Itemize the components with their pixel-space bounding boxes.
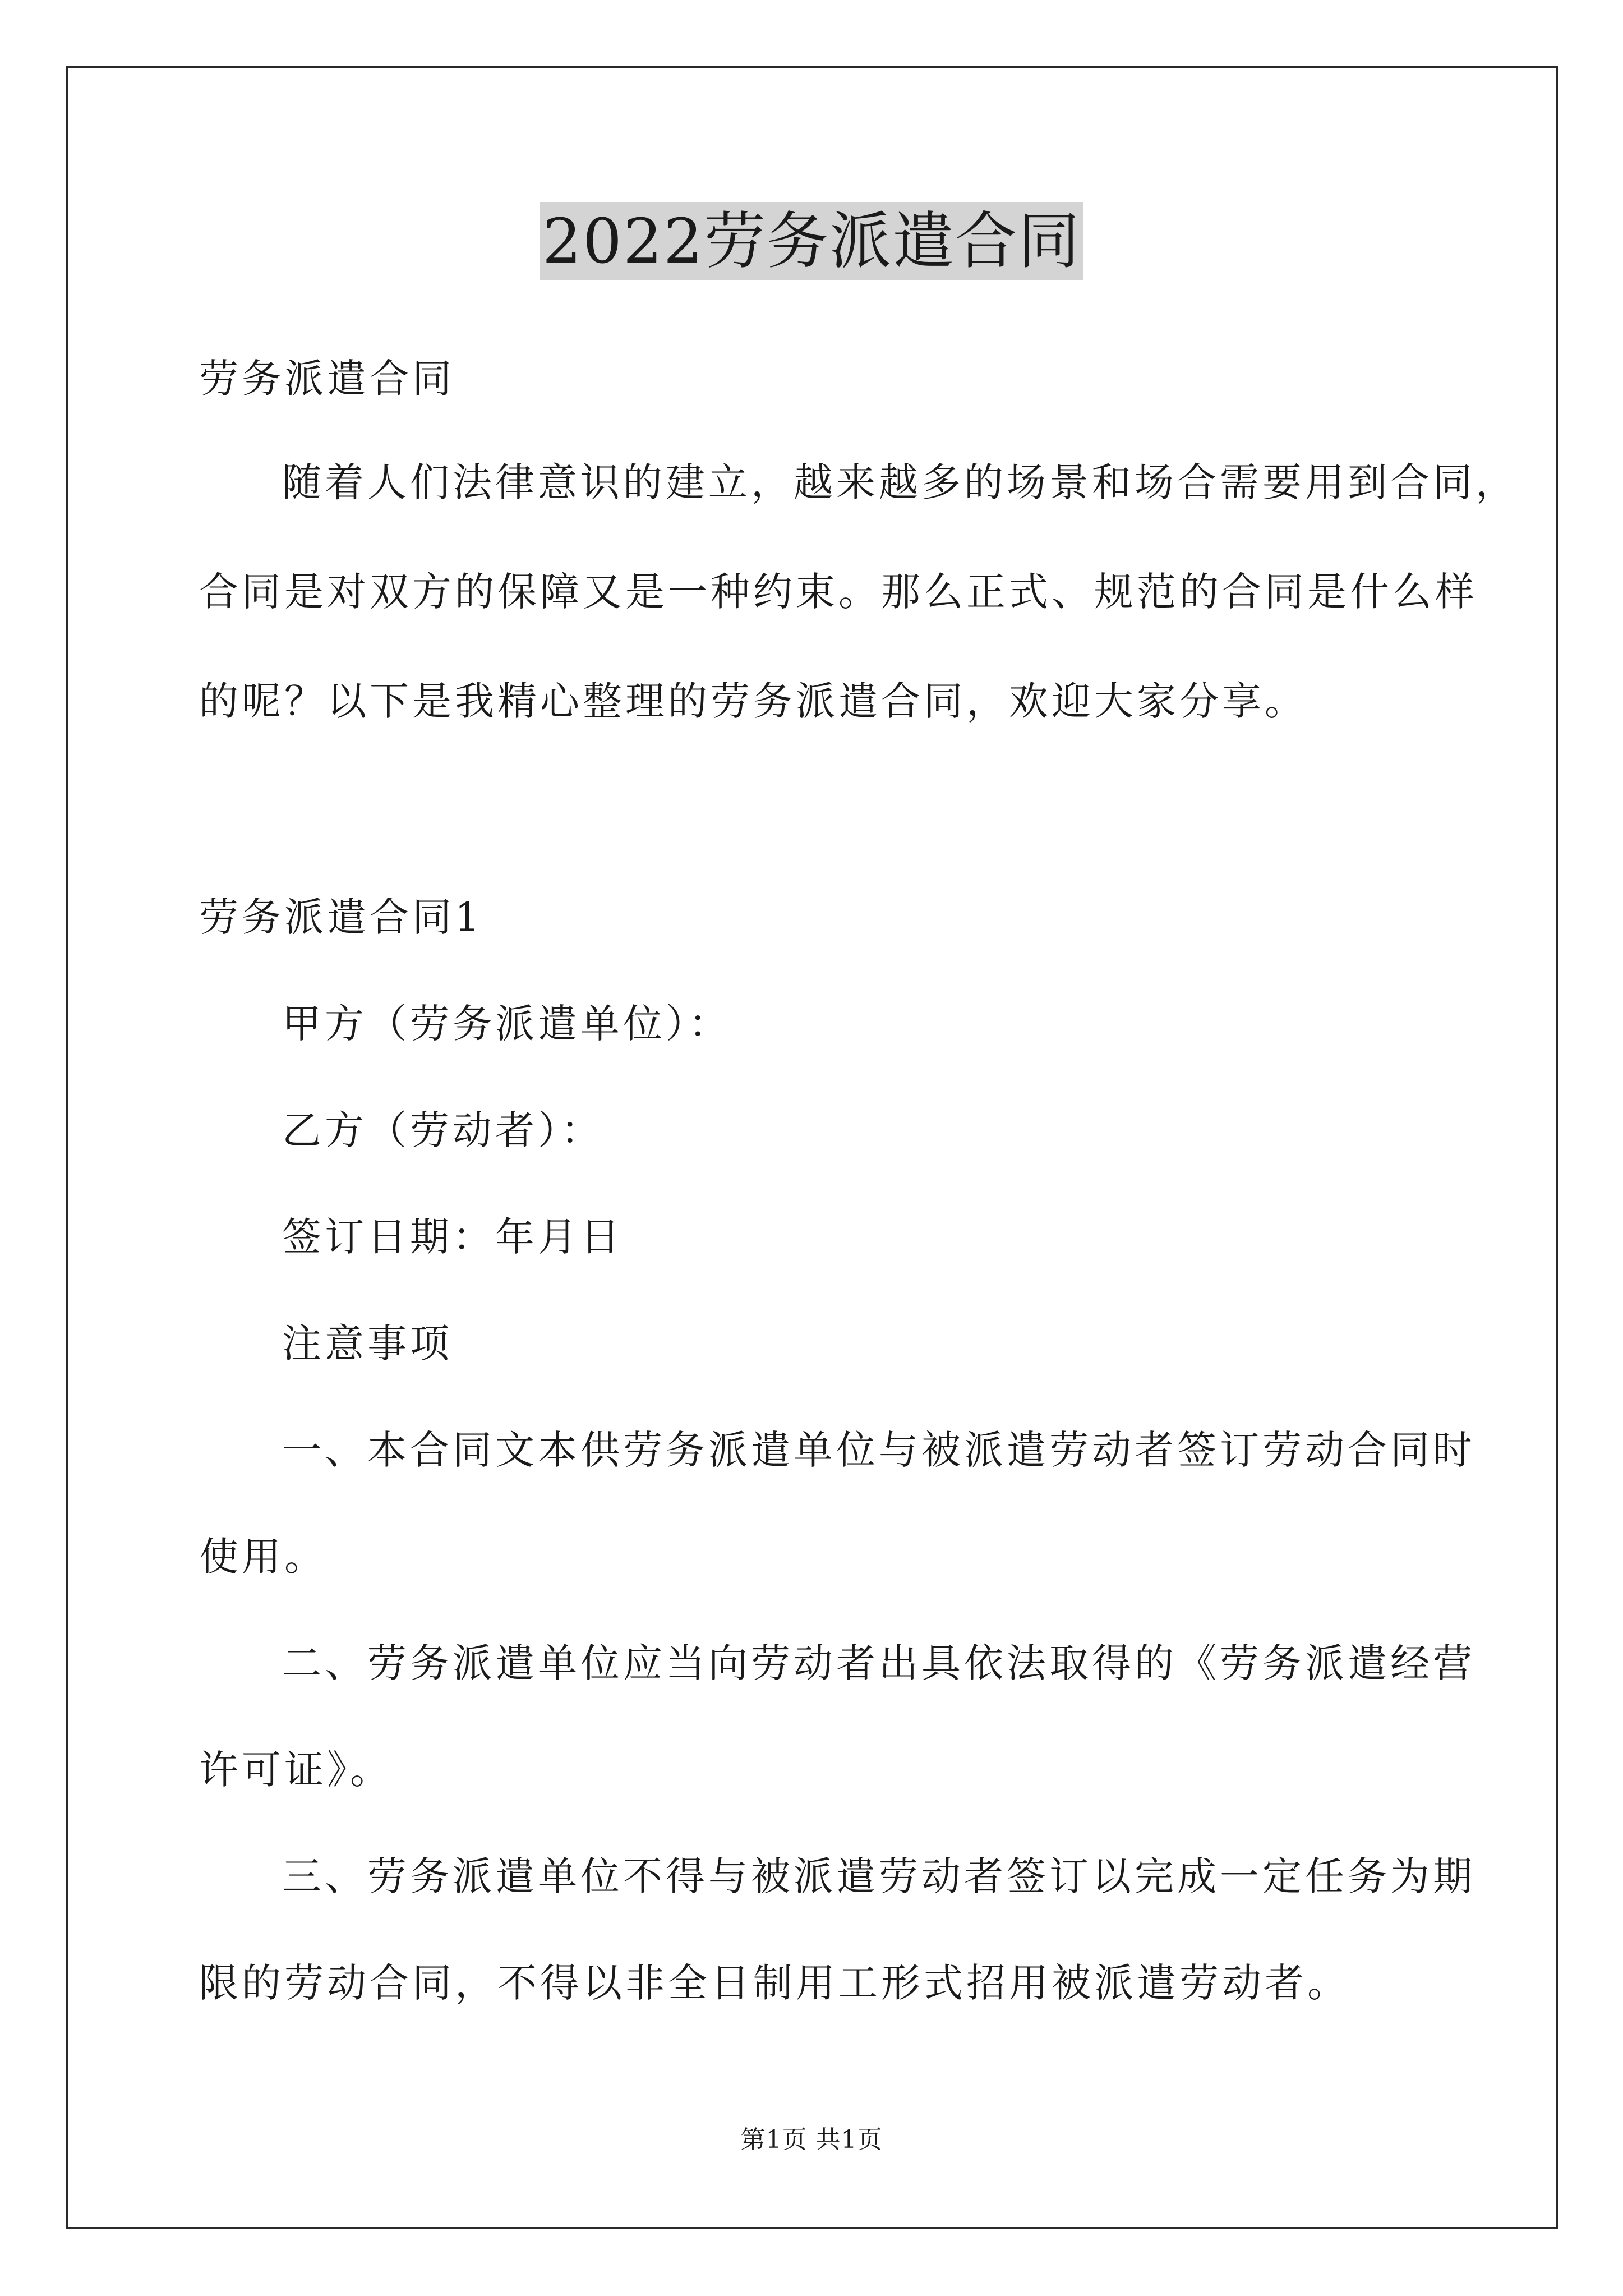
document-heading: 劳务派遣合同 <box>199 356 455 402</box>
note-2-line-2: 许可证》。 <box>199 1747 393 1793</box>
party-b-line: 乙方（劳动者）： <box>282 1107 603 1153</box>
note-3-line-1: 三、劳务派遣单位不得与被派遣劳动者签订以完成一定任务为期 <box>282 1853 1476 1899</box>
intro-line-1: 随着人们法律意识的建立，越来越多的场景和场合需要用到合同， <box>282 459 1518 505</box>
sign-date-line: 签订日期：年月日 <box>282 1214 623 1260</box>
party-a-line: 甲方（劳务派遣单位）： <box>282 1001 731 1047</box>
section-heading-1: 劳务派遣合同1 <box>199 894 483 940</box>
note-1-line-2: 使用。 <box>199 1534 327 1580</box>
note-3-line-2: 限的劳动合同，不得以非全日制用工形式招用被派遣劳动者。 <box>199 1960 1350 2006</box>
intro-line-2: 合同是对双方的保障又是一种约束。那么正式、规范的合同是什么样 <box>199 569 1478 615</box>
document-title: 2022劳务派遣合同 <box>540 202 1083 280</box>
notes-heading: 注意事项 <box>282 1320 453 1366</box>
note-2-line-1: 二、劳务派遣单位应当向劳动者出具依法取得的《劳务派遣经营 <box>282 1640 1476 1686</box>
page-number-footer: 第1页 共1页 <box>740 2125 883 2154</box>
title-container <box>0 202 1623 280</box>
intro-line-3: 的呢？以下是我精心整理的劳务派遣合同，欢迎大家分享。 <box>199 678 1307 724</box>
note-1-line-1: 一、本合同文本供劳务派遣单位与被派遣劳动者签订劳动合同时 <box>282 1427 1476 1473</box>
